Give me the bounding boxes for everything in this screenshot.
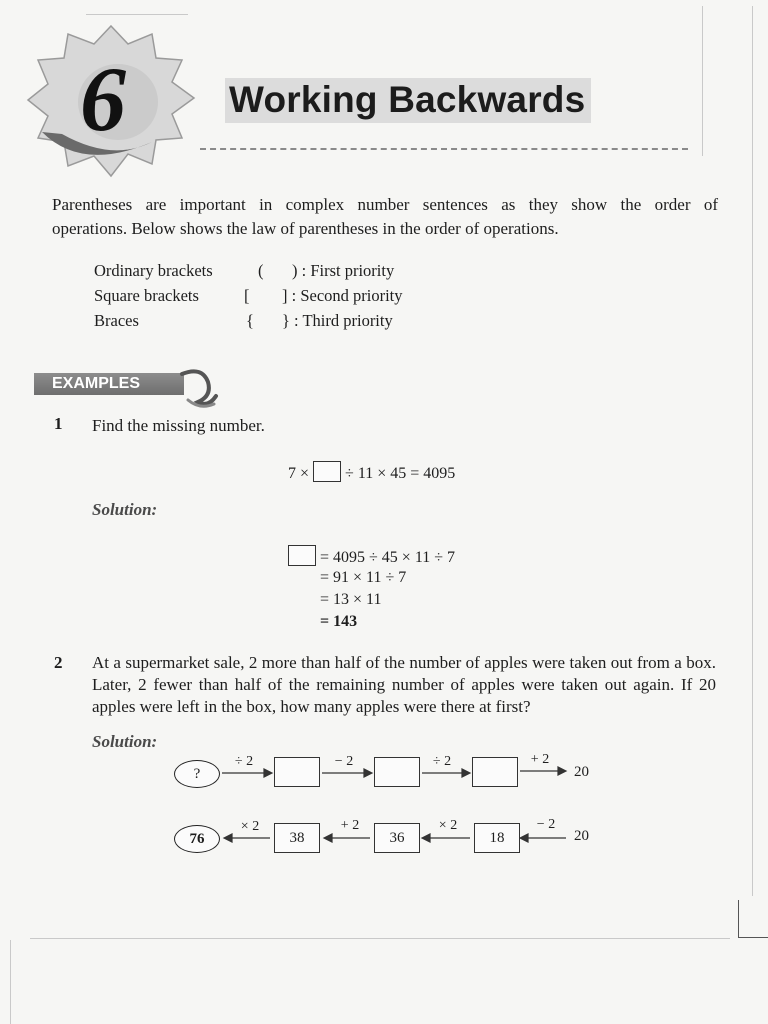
empty-box [472,757,518,787]
value-box: 36 [374,823,420,853]
priority-row [0,308,768,333]
operation-label: ÷ 2 [234,754,254,769]
example-number: 1 [54,414,63,433]
intro-paragraph [52,193,718,241]
priority-description: ) : First priority [292,261,395,280]
arrow-left [324,834,370,842]
priority-open-symbol: { [246,311,254,330]
page-edge-right-outer [752,6,753,896]
operation-label: + 2 [530,752,550,767]
examples-banner: EXAMPLES [34,373,184,395]
page-edge-bottom [30,938,730,939]
page-edge-top [86,14,188,15]
arrow-right [322,769,372,777]
example-number: 2 [54,653,63,672]
page-edge-right [702,6,703,156]
page-edge-bottom-right-tick [738,937,768,938]
example-prompt: Find the missing number. [92,416,265,435]
arrow-right [222,769,272,777]
chapter-badge [22,22,200,182]
solution-step [288,545,455,568]
operation-label: − 2 [536,817,556,832]
start-oval: ? [174,760,220,788]
chapter-title: Working Backwards [225,78,591,123]
empty-box [274,757,320,787]
example-question: At a supermarket sale, 2 more than half of the number of apples were taken out from a box. Later, 2 fewer than half of the remaining number of apples were taken out again. If 20 apples were left in the box, how many apples were there at first? [92,653,716,716]
solution-answer: = 143 [320,613,358,630]
end-value: 20 [574,764,589,780]
value-box: 18 [474,823,520,853]
intro-line-2: operations. Below shows the law of parentheses in the order of operations. [52,219,559,238]
arrow-left [224,834,270,842]
arrow-right [520,767,566,775]
priority-description: ] : Second priority [282,286,403,305]
priority-description: } : Third priority [282,311,393,330]
priority-name: Ordinary brackets [94,261,213,280]
missing-number-box [288,545,316,566]
operation-label: × 2 [438,818,458,833]
start-oval: 76 [174,825,220,853]
operation-label: ÷ 2 [432,754,452,769]
empty-box [374,757,420,787]
operation-label: − 2 [334,754,354,769]
solution-step: = 91 × 11 ÷ 7 [320,569,407,586]
arrow-right [422,769,470,777]
operation-label: + 2 [340,818,360,833]
priority-name: Square brackets [94,286,199,305]
arrow-left [422,834,470,842]
value-box: 38 [274,823,320,853]
end-value: 20 [574,828,589,844]
example1-equation [288,461,455,484]
priority-open-symbol: [ [244,286,250,305]
solution-step: = 13 × 11 [320,591,382,608]
solution-step-text: = 4095 ÷ 45 × 11 ÷ 7 [320,549,456,566]
chapter-number: 6 [80,48,126,150]
page-edge-left [10,940,11,1024]
swirl-icon [178,366,220,410]
equation-right: ÷ 11 × 45 = 4095 [345,465,456,482]
missing-number-box [313,461,341,482]
solution-label: Solution: [92,732,158,751]
solution-label: Solution: [92,500,158,519]
priority-name: Braces [94,311,139,330]
operation-label: × 2 [240,819,260,834]
title-divider [200,148,688,150]
priority-open-symbol: ( [258,261,264,280]
priority-row [0,258,768,283]
intro-line-1: Parentheses are important in complex number sentences as they show the order of [52,195,718,214]
arrow-left [520,834,566,842]
page-edge-bottom-right [738,900,739,938]
priority-row [0,283,768,308]
equation-left: 7 × [288,465,310,482]
